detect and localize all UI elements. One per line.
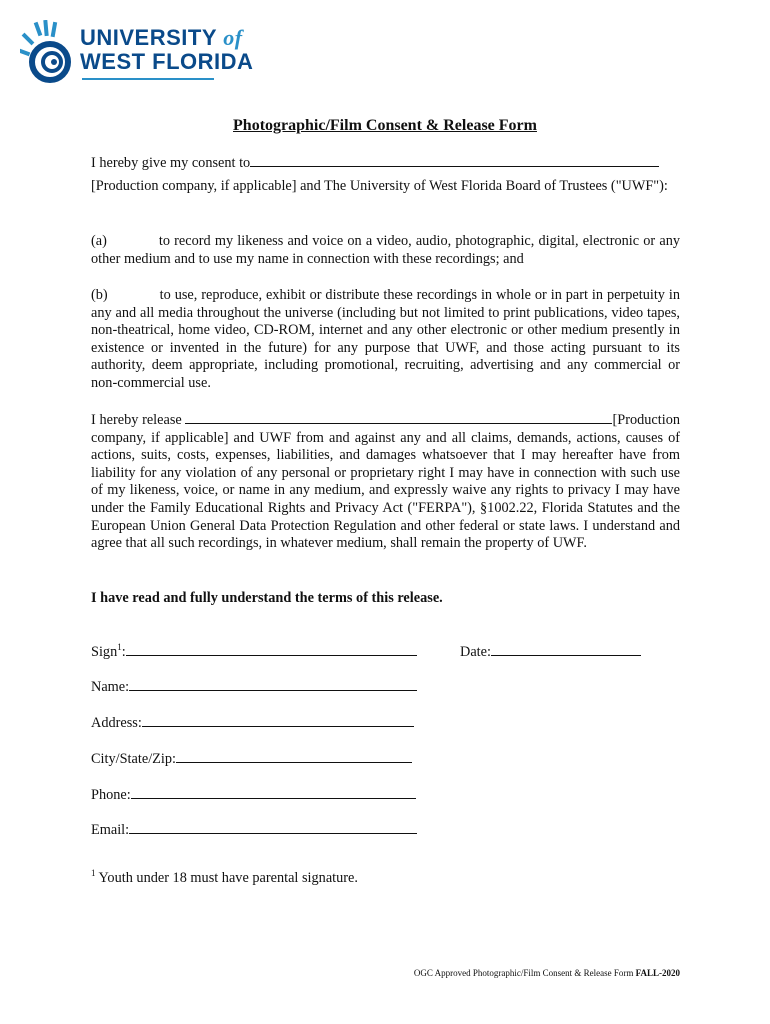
city-state-zip-line[interactable]: [176, 750, 412, 763]
date-field: [460, 643, 641, 661]
name-line[interactable]: [129, 678, 417, 691]
sign-field: [91, 643, 417, 661]
item-b: [91, 287, 680, 393]
address-line[interactable]: [142, 714, 414, 727]
item-a: [91, 233, 680, 268]
consent-blank[interactable]: [250, 154, 659, 167]
acknowledgement: I have read and fully understand the terms of this release.: [91, 590, 443, 606]
nautilus-logo-icon: [20, 20, 76, 88]
email-line[interactable]: [129, 821, 417, 834]
email-field: [91, 821, 417, 839]
footnote-text: Youth under 18 must have parental signature.: [95, 870, 358, 886]
consent-line: [91, 154, 680, 173]
sign-colon: :: [121, 644, 126, 660]
production-line: [Production company, if applicable] and The University of West Florida Board of Trustees ("UWF"):: [91, 178, 668, 194]
logo-of: of: [223, 25, 243, 50]
address-field: [91, 714, 414, 732]
phone-line[interactable]: [131, 786, 416, 799]
consent-text: I hereby give my consent to: [91, 155, 251, 171]
release-blank[interactable]: [185, 411, 612, 424]
date-label: Date:: [460, 644, 491, 660]
logo-underline: [82, 78, 214, 80]
phone-label: Phone:: [91, 787, 131, 803]
item-a-label: (a): [91, 233, 107, 249]
item-b-label: (b): [91, 287, 108, 303]
logo-wordmark: [80, 26, 253, 74]
address-label: Address:: [91, 715, 142, 731]
release-end: [Production: [612, 412, 680, 428]
email-label: Email:: [91, 822, 130, 838]
page-footer: [414, 968, 680, 978]
sign-footnote-mark: 1: [117, 642, 122, 653]
release-paragraph: [91, 411, 680, 553]
release-rest: company, if applicable] and UWF from and against any and all claims, demands, actions, causes of actions, suits, costs, expenses, liabilities, and damages whatsoever that I may hereafter have from liability for any violation of any personal or proprietary right I may have in connection with such use of my likeness, voice, or name in any medium, and expressly waive any rights to privacy I may have under the Family Educational Rights and Privacy Act ("FERPA"), §1002.22, Florida Statutes and the European Union General Data Protection Regulation and other federal or state laws. I understand and agree that all such recordings, in whatever medium, shall remain the property of UWF.: [91, 429, 680, 552]
footer-version: FALL-2020: [635, 968, 680, 978]
footer-text: OGC Approved Photographic/Film Consent & Release Form: [413, 968, 636, 978]
city-state-zip-field: [91, 750, 412, 768]
logo-university: UNIVERSITY: [80, 25, 217, 50]
name-label: Name:: [91, 679, 130, 695]
date-line[interactable]: [491, 643, 641, 656]
item-b-text: to use, reproduce, exhibit or distribute these recordings in whole or in part in perpetuity in any and all media throughout the universe (including but not limited to print publications, video tapes, non-theatrical, home video, CD-ROM, internet and any other electronic or other medium presently in existence or invented in the future) for any purpose that UWF, and those acting pursuant to its authority, deem appropriate, including promotional, recruiting, advertising and any commercial or non-commercial use.: [91, 287, 680, 391]
item-a-text: to record my likeness and voice on a video, audio, photographic, digital, electronic or any other medium and to use my name in connection with these recordings; and: [91, 233, 680, 267]
sign-label: Sign: [91, 644, 118, 660]
phone-field: [91, 786, 416, 804]
release-start: I hereby release: [91, 412, 182, 428]
logo-west-florida: WEST FLORIDA: [80, 49, 254, 74]
university-logo: [20, 20, 254, 90]
sign-line[interactable]: [126, 643, 417, 656]
city-state-zip-label: City/State/Zip:: [91, 751, 176, 767]
footnote-mark: 1: [91, 868, 96, 879]
name-field: [91, 678, 417, 696]
form-title: Photographic/Film Consent & Release Form: [233, 117, 537, 134]
footnote: [91, 870, 358, 887]
